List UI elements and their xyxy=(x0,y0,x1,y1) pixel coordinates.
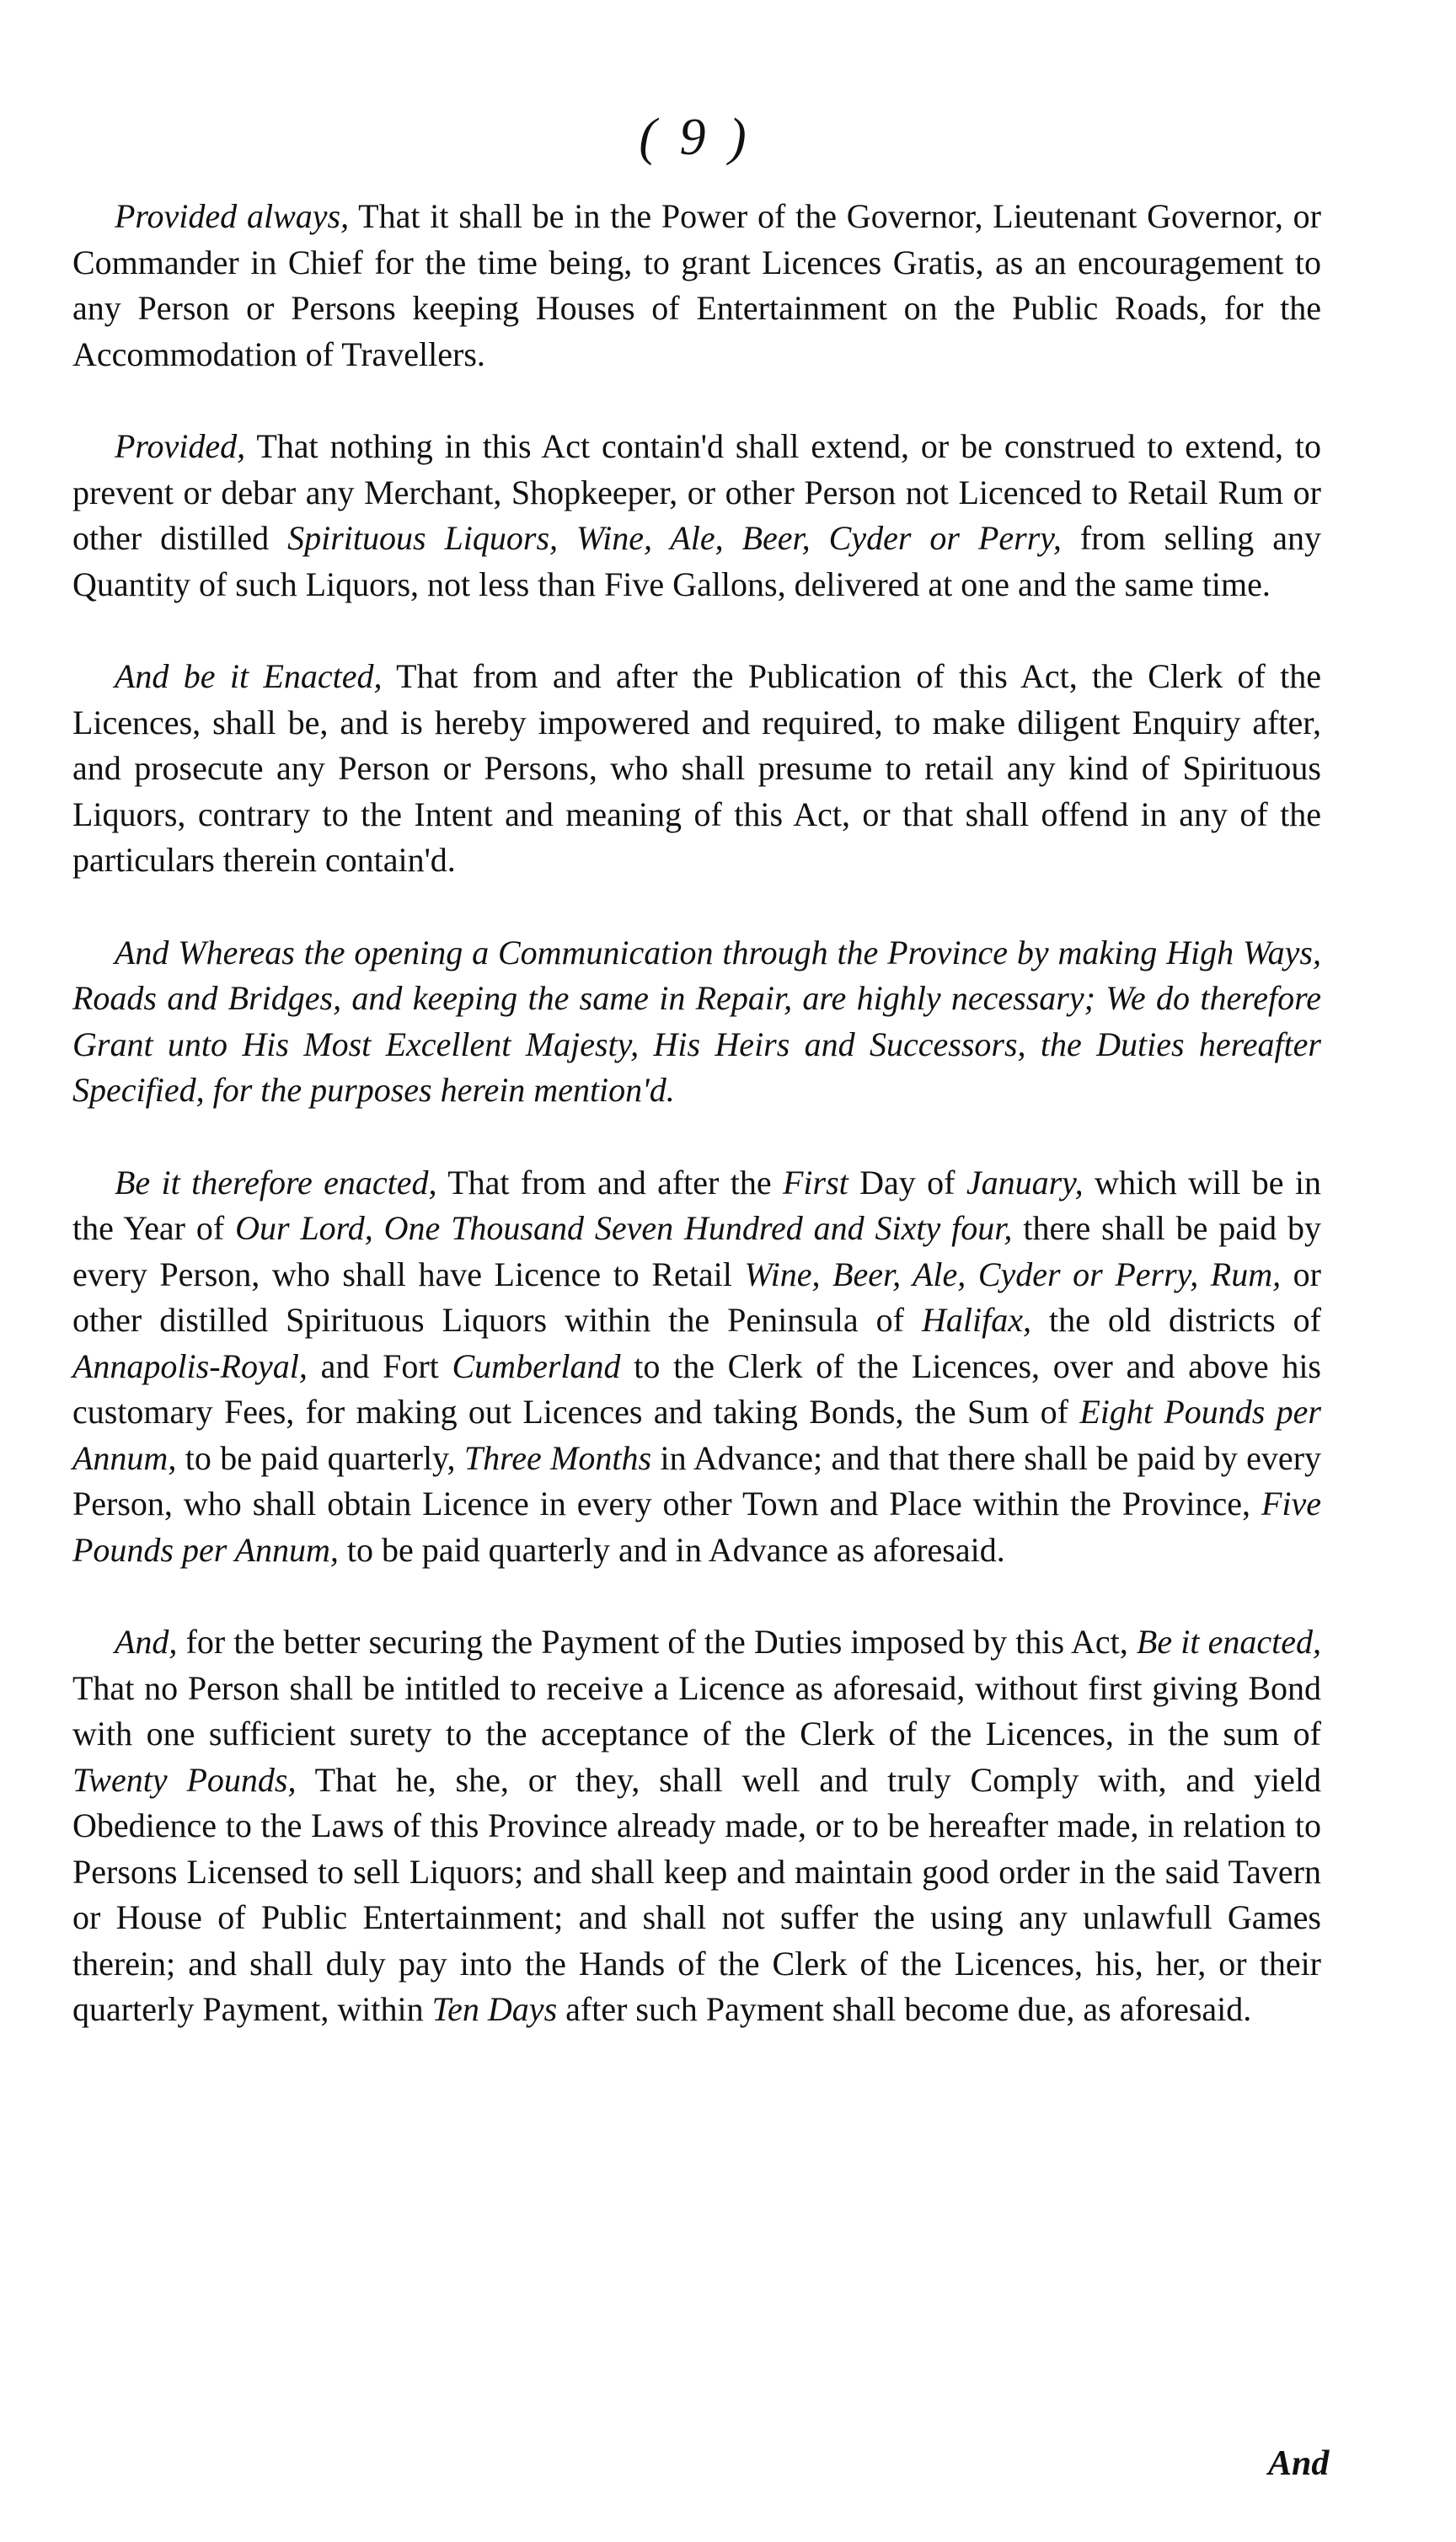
paragraph-text: there shall be paid by every Person, who shall have Licence to Retail xyxy=(72,1209,1322,1293)
catchword: And xyxy=(1268,2444,1330,2483)
paragraph-text: or other distilled Spirituous Liquors within the Peninsula of xyxy=(72,1255,1321,1339)
paragraph-emphasis: Be it enacted, xyxy=(1136,1623,1321,1661)
paragraph-text: from selling any Quantity of such Liquors, not less than Five Gallons, delivered at one and the same time. xyxy=(72,519,1321,603)
paragraph-lead: And be it Enacted, xyxy=(115,657,383,695)
paragraph-text: That from and after the xyxy=(436,1163,783,1201)
paragraph-lead: And, xyxy=(115,1623,178,1661)
paragraph-text: That he, she, or they, shall well and truly Comply with, and yield Obedience to the Laws of this Province already made, or to be hereafter made, in relation to Persons Licensed to sell Liquors; and shall keep and maintain good order in the said Tavern or House of Public Entertainment; and shall not suffer the using any unlawfull Games therein; and shall duly pay into the Hands of the Clerk of the Licences, his, her, or their quarterly Payment, within xyxy=(72,1760,1322,2028)
paragraph-text: That nothing in this Act contain'd shall extend, or be construed to extend, to prevent or debar any Merchant, Shopkeeper, or other Person not Licenced to Retail Rum or other distilled xyxy=(72,427,1321,557)
paragraph-text: to be paid quarterly, xyxy=(176,1438,464,1477)
paragraph-whereas: And Whereas the opening a Communication through the Province by making High Ways, Roads and Bridges, and keeping the same in Repair, are highly necessary; We do therefore Grant unto His Most Excellent Majesty, His Heirs and Successors, the Duties hereafter Specified, for the purposes herein mention'd. xyxy=(72,933,1321,1109)
paragraph-bond xyxy=(72,1619,1321,2033)
paragraph-emphasis: Halifax, xyxy=(922,1301,1031,1339)
paragraph-lead: Provided always, xyxy=(115,197,350,235)
paragraph-duties xyxy=(72,1160,1321,1574)
paragraph-text: the old districts of xyxy=(1031,1301,1321,1339)
paragraph-emphasis: Five Pounds per Annum, xyxy=(72,1485,1321,1569)
paragraph-text: for the better securing the Payment of the Duties imposed by this Act, xyxy=(177,1623,1137,1661)
paragraph-be-it-enacted xyxy=(72,654,1321,884)
paragraph-lead: Be it therefore enacted, xyxy=(115,1163,437,1201)
body-text xyxy=(72,194,1321,2079)
paragraph-emphasis: Cumberland xyxy=(452,1346,621,1385)
paragraph-text: That no Person shall be intitled to receive a Licence as aforesaid, without first giving Bond with one sufficient surety to the acceptance of the Clerk of the Licences, in the sum of xyxy=(72,1668,1321,1753)
paragraph-emphasis: Annapolis-Royal, xyxy=(72,1346,308,1385)
paragraph-provided-always xyxy=(72,194,1321,377)
paragraph-text: after such Payment shall become due, as aforesaid. xyxy=(557,1990,1252,2028)
paragraph-text: That from and after the Publication of this Act, the Clerk of the Licences, shall be, and is hereby impowered and required, to make diligent Enquiry after, and prosecute any Person or Persons, who shall presume to retail any kind of Spirituous Liquors, contrary to the Intent and meaning of this Act, or that shall offend in any of the particulars therein contain'd. xyxy=(72,657,1322,879)
paragraph-lead: Provided, xyxy=(115,427,246,465)
paragraph-emphasis: First xyxy=(782,1163,848,1201)
paragraph-emphasis: Twenty Pounds, xyxy=(72,1760,297,1799)
paragraph-emphasis: Three Months xyxy=(463,1438,652,1477)
paragraph-text: to be paid quarterly and in Advance as aforesaid. xyxy=(338,1530,1005,1569)
paragraph-emphasis: Eight Pounds per Annum, xyxy=(72,1393,1321,1477)
paragraph-text: in Advance; and that there shall be paid by every Person, who shall obtain Licence in every other Town and Place within the Province, xyxy=(72,1438,1322,1523)
paragraph-provided xyxy=(72,424,1321,607)
paragraph-text: which will be in the Year of xyxy=(72,1163,1321,1247)
paragraph-emphasis: Spirituous Liquors, Wine, Ale, Beer, Cyder or Perry, xyxy=(287,519,1062,557)
paragraph-text: and Fort xyxy=(307,1346,452,1385)
paragraph-emphasis: Wine, Beer, Ale, Cyder or Perry, Rum, xyxy=(744,1255,1282,1293)
paragraph-emphasis: Ten Days xyxy=(431,1990,558,2028)
paragraph-text: to the Clerk of the Licences, over and above his customary Fees, for making out Licences and taking Bonds, the Sum of xyxy=(72,1346,1321,1431)
page-number: ( 9 ) xyxy=(639,109,752,166)
paragraph-emphasis: January, xyxy=(966,1163,1084,1201)
paragraph-emphasis: Our Lord, One Thousand Seven Hundred and Sixty four, xyxy=(235,1209,1013,1247)
paragraph-text: Day of xyxy=(848,1163,966,1201)
paragraph-text: That it shall be in the Power of the Governor, Lieutenant Governor, or Commander in Chief for the time being, to grant Licences Gratis, as an encouragement to any Person or Persons keeping Houses of Entertainment on the Public Roads, for the Accommodation of Travellers. xyxy=(72,197,1321,373)
